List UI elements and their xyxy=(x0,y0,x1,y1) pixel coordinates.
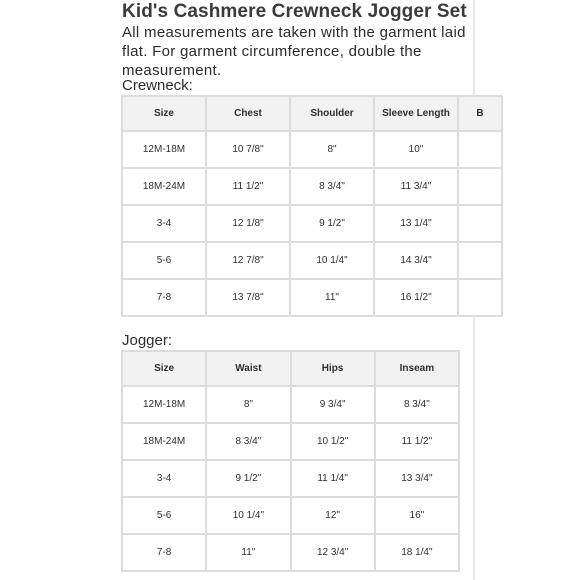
table-cell: 10 1/4" xyxy=(290,242,374,279)
table-cell xyxy=(458,131,502,168)
table-cell: 18 1/4" xyxy=(375,534,459,571)
table-cell: 16" xyxy=(375,497,459,534)
table-cell: 16 1/2" xyxy=(374,279,458,316)
table-row xyxy=(122,386,459,423)
table-cell: 3-4 xyxy=(122,205,206,242)
table-cell: 12M-18M xyxy=(122,386,206,423)
table-row xyxy=(122,279,502,316)
table-cell: 12 1/8" xyxy=(206,205,290,242)
jogger-size-table xyxy=(121,350,460,572)
table-cell: 11 3/4" xyxy=(374,168,458,205)
table-cell: 3-4 xyxy=(122,460,206,497)
table-cell: 11 1/2" xyxy=(375,423,459,460)
column-header-chest: Chest xyxy=(206,96,290,131)
table-cell: 5-6 xyxy=(122,242,206,279)
table-row xyxy=(122,497,459,534)
table-cell xyxy=(458,242,502,279)
crewneck-table-container xyxy=(121,95,484,314)
table-cell: 9 1/2" xyxy=(290,205,374,242)
column-header-waist: Waist xyxy=(206,351,290,386)
table-header-row xyxy=(122,96,502,131)
table-cell: 5-6 xyxy=(122,497,206,534)
jogger-section-label: Jogger: xyxy=(122,332,173,349)
table-cell xyxy=(458,279,502,316)
column-header-truncated: B xyxy=(458,96,502,131)
page-title: Kid's Cashmere Crewneck Jogger Set xyxy=(122,1,467,22)
table-row xyxy=(122,242,502,279)
table-cell: 10 7/8" xyxy=(206,131,290,168)
table-cell: 7-8 xyxy=(122,279,206,316)
table-cell: 8" xyxy=(206,386,290,423)
table-cell xyxy=(458,168,502,205)
table-row xyxy=(122,168,502,205)
crewneck-section-label: Crewneck: xyxy=(122,77,193,94)
table-cell: 18M-24M xyxy=(122,168,206,205)
table-cell: 8 3/4" xyxy=(290,168,374,205)
table-cell: 12M-18M xyxy=(122,131,206,168)
table-cell: 10 1/2" xyxy=(291,423,375,460)
table-cell: 10 1/4" xyxy=(206,497,290,534)
table-cell: 12" xyxy=(291,497,375,534)
column-header-size: Size xyxy=(122,96,206,131)
table-cell: 10" xyxy=(374,131,458,168)
table-row xyxy=(122,131,502,168)
table-cell: 18M-24M xyxy=(122,423,206,460)
table-cell: 11 1/2" xyxy=(206,168,290,205)
table-cell: 9 1/2" xyxy=(206,460,290,497)
table-row xyxy=(122,460,459,497)
column-header-size: Size xyxy=(122,351,206,386)
table-cell xyxy=(458,205,502,242)
table-cell: 12 3/4" xyxy=(291,534,375,571)
table-cell: 8 3/4" xyxy=(206,423,290,460)
table-cell: 8 3/4" xyxy=(375,386,459,423)
table-cell: 13 3/4" xyxy=(375,460,459,497)
column-header-inseam: Inseam xyxy=(375,351,459,386)
table-cell: 7-8 xyxy=(122,534,206,571)
table-cell: 14 3/4" xyxy=(374,242,458,279)
crewneck-size-table xyxy=(121,95,503,317)
table-cell: 12 7/8" xyxy=(206,242,290,279)
table-row xyxy=(122,534,459,571)
table-cell: 11" xyxy=(206,534,290,571)
table-cell: 11" xyxy=(290,279,374,316)
table-cell: 9 3/4" xyxy=(291,386,375,423)
table-row xyxy=(122,205,502,242)
table-cell: 13 1/4" xyxy=(374,205,458,242)
column-header-sleeve-length: Sleeve Length xyxy=(374,96,458,131)
column-header-shoulder: Shoulder xyxy=(290,96,374,131)
column-header-hips: Hips xyxy=(291,351,375,386)
table-header-row xyxy=(122,351,459,386)
measurement-instructions: All measurements are taken with the garment laid flat. For garment circumference, double the measurement. xyxy=(122,24,466,79)
table-row xyxy=(122,423,459,460)
jogger-table-container xyxy=(121,350,460,571)
table-cell: 8" xyxy=(290,131,374,168)
table-cell: 11 1/4" xyxy=(291,460,375,497)
table-cell: 13 7/8" xyxy=(206,279,290,316)
